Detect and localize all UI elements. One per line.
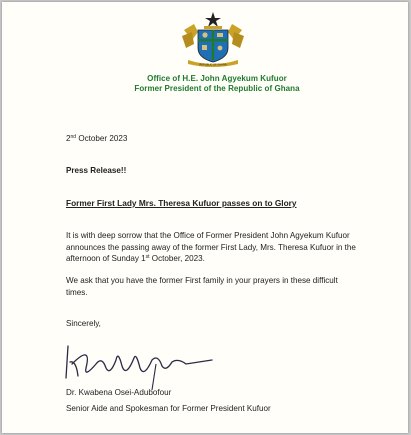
date-suffix: nd: [70, 134, 77, 140]
headline: Former First Lady Mrs. Theresa Kufuor passes on to Glory: [66, 198, 297, 208]
letter-page: [2, 2, 408, 433]
paragraph-1: [66, 230, 356, 265]
press-release-label: Press Release!!: [66, 166, 127, 175]
paragraph-1-suffix: st: [145, 254, 150, 261]
paragraph-2: We ask that you have the former First family in your prayers in these difficult times.: [66, 276, 338, 297]
signer-name: Dr. Kwabena Osei-Adubofour: [66, 388, 172, 397]
closing: Sincerely,: [66, 319, 101, 328]
signer-title: Senior Aide and Spokesman for Former President Kufuor: [66, 404, 271, 413]
letter-date: [66, 132, 127, 145]
paragraph-1-end: October, 2023.: [149, 254, 205, 264]
office-line-1: Office of H.E. John Agyekum Kufuor: [147, 74, 287, 83]
date-day: 2: [66, 134, 71, 143]
crest-motto: REPUBLIC OF GHANA: [199, 63, 227, 67]
handwritten-signature: [62, 338, 222, 390]
date-rest: October 2023: [76, 134, 128, 143]
ghana-coat-of-arms-icon: [180, 10, 246, 68]
paragraph-1-main: It is with deep sorrow that the Office of Former President John Agyekum Kufuor announces the passing away of the former First Lady, Mrs. Theresa Kufuor in the afternoon of Sunday 1: [66, 231, 356, 264]
office-line-2: Former President of the Republic of Ghana: [134, 84, 300, 93]
